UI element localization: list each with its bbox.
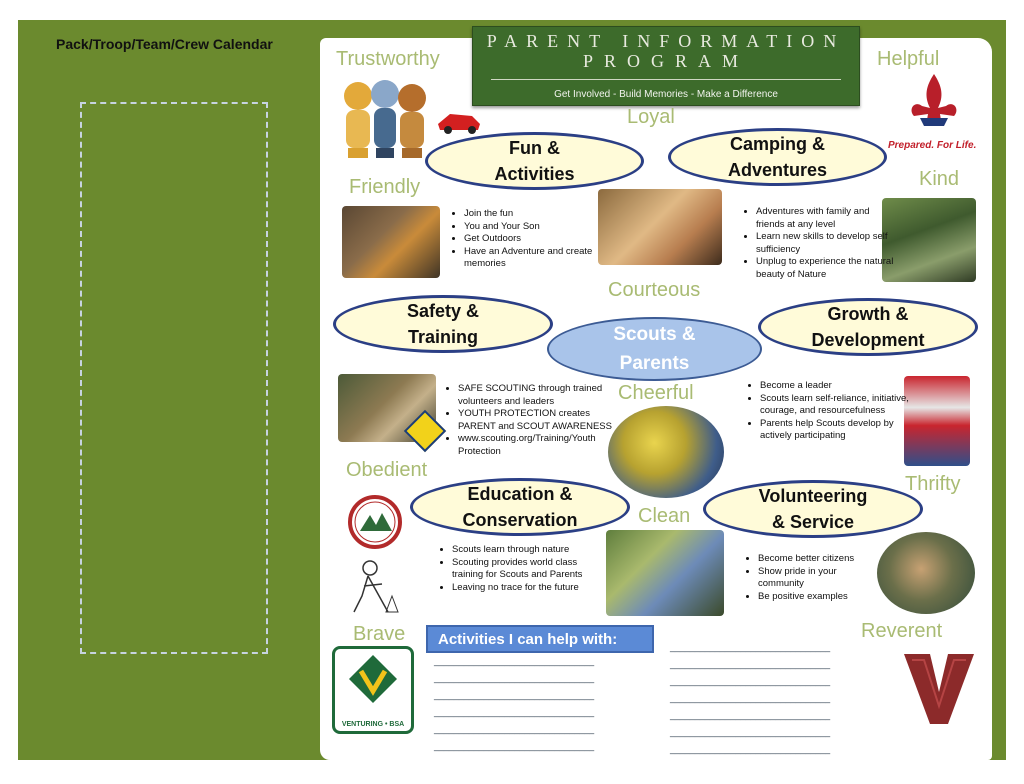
venturing-caption: VENTURING • BSA xyxy=(341,721,405,728)
education-title-b: Conservation xyxy=(462,510,578,530)
trait-helpful: Helpful xyxy=(877,48,940,70)
trait-loyal: Loyal xyxy=(627,106,675,128)
volunteering-service-oval xyxy=(703,480,923,538)
trait-thrifty: Thrifty xyxy=(905,473,961,495)
safety-bullets xyxy=(442,383,624,459)
fill-line[interactable]: ________________________________ xyxy=(670,727,831,737)
pinewood-car-image xyxy=(436,108,482,136)
volunteering-bullets xyxy=(742,553,884,603)
fill-line[interactable]: ________________________________ xyxy=(434,707,595,717)
list-item: • Get Outdoors xyxy=(464,233,614,246)
growth-title-a: Growth & xyxy=(827,304,909,324)
bsa-fleur-logo xyxy=(900,70,968,140)
list-item: • Become better citizens xyxy=(758,553,884,566)
list-item: • Scouts learn self-reliance, initiative, courage, and resourcefulness xyxy=(760,393,916,418)
list-item: • SAFE SCOUTING through trained volunteers and leaders xyxy=(458,383,624,408)
fun-title-b: Activities xyxy=(494,164,575,184)
safety-title-a: Safety & xyxy=(406,301,480,321)
list-item: • Adventures with family and friends at any level xyxy=(756,206,898,231)
fill-line[interactable]: ________________________________ xyxy=(670,693,831,703)
trait-kind: Kind xyxy=(919,168,960,190)
fun-activities-oval xyxy=(425,132,644,190)
banner-tagline: Get Involved - Build Memories - Make a Difference xyxy=(554,89,778,100)
banner-line2: PROGRAM xyxy=(582,51,750,71)
list-item: • You and Your Son xyxy=(464,221,614,234)
fill-line[interactable]: ________________________________ xyxy=(670,710,831,720)
conservation-sketch-image xyxy=(348,556,406,616)
fill-line[interactable]: ________________________________ xyxy=(670,659,831,669)
activities-help-label: Activities I can help with: xyxy=(426,625,654,653)
calendar-placeholder-box xyxy=(80,102,268,654)
fun-bullets xyxy=(448,208,614,271)
leader-scout-photo xyxy=(608,406,724,498)
trait-clean: Clean xyxy=(638,505,691,527)
trait-brave: Brave xyxy=(353,623,406,645)
father-son-birdhouse-photo xyxy=(598,189,722,265)
list-item: • Be positive examples xyxy=(758,591,884,604)
center-title-b: Parents xyxy=(619,353,690,374)
leave-no-trace-logo xyxy=(348,495,402,549)
education-bullets xyxy=(436,544,602,594)
bsa-tagline: Prepared. For Life. xyxy=(888,140,977,151)
list-item: • Join the fun xyxy=(464,208,614,221)
volunteering-title-a: Volunteering xyxy=(758,486,868,506)
safety-training-oval xyxy=(333,295,553,353)
mascot-characters-image xyxy=(338,72,432,162)
family-reverent-photo xyxy=(877,532,975,614)
campfire-scouts-photo xyxy=(342,206,440,278)
camping-bullets xyxy=(740,206,898,282)
fill-line[interactable]: ________________________________ xyxy=(670,676,831,686)
venture-v-logo xyxy=(902,652,976,726)
scouts-parents-oval xyxy=(547,317,762,381)
list-item: • Have an Adventure and create memories xyxy=(464,246,614,271)
program-banner xyxy=(472,26,860,106)
list-item: • Scouting provides world class training for Scouts and Parents xyxy=(452,557,602,582)
trait-friendly: Friendly xyxy=(349,176,421,198)
list-item: • www.scouting.org/Training/Youth Protection xyxy=(458,433,624,458)
fill-line[interactable]: ________________________________ xyxy=(434,724,595,734)
list-item: • Leaving no trace for the future xyxy=(452,582,602,595)
growth-title-b: Development xyxy=(811,330,925,350)
trait-courteous: Courteous xyxy=(608,279,701,301)
fill-line[interactable]: ________________________________ xyxy=(434,690,595,700)
list-item: • Show pride in your community xyxy=(758,566,884,591)
trait-cheerful: Cheerful xyxy=(618,382,694,404)
center-title-a: Scouts & xyxy=(613,324,696,345)
fill-line[interactable]: ________________________________ xyxy=(434,656,595,666)
venturing-logo xyxy=(332,646,414,734)
growth-bullets xyxy=(744,380,916,443)
list-item: • Become a leader xyxy=(760,380,916,393)
volunteering-title-b: & Service xyxy=(771,512,855,532)
safety-title-b: Training xyxy=(407,327,478,347)
calendar-title: Pack/Troop/Team/Crew Calendar xyxy=(56,36,273,52)
growth-development-oval xyxy=(758,298,978,356)
trait-reverent: Reverent xyxy=(861,620,943,642)
fill-line[interactable]: ________________________________ xyxy=(670,642,831,652)
camping-title-a: Camping & xyxy=(729,134,825,154)
fun-title-a: Fun & xyxy=(508,138,560,158)
fill-line[interactable]: ________________________________ xyxy=(434,673,595,683)
fill-line[interactable]: ________________________________ xyxy=(434,741,595,751)
trait-obedient: Obedient xyxy=(346,459,428,481)
banner-rule xyxy=(491,79,841,80)
camping-adventures-oval xyxy=(668,128,887,186)
service-project-photo xyxy=(606,530,724,616)
list-item: • Unplug to experience the natural beauty of Nature xyxy=(756,256,898,281)
education-title-a: Education & xyxy=(467,484,573,504)
education-conservation-oval xyxy=(410,478,630,536)
list-item: • YOUTH PROTECTION creates PARENT and SCOUT AWARENESS xyxy=(458,408,624,433)
list-item: • Parents help Scouts develop by actively participating xyxy=(760,418,916,443)
trait-trustworthy: Trustworthy xyxy=(336,48,440,70)
camping-title-b: Adventures xyxy=(727,160,828,180)
banner-line1: PARENT INFORMATION xyxy=(486,31,846,51)
fill-line[interactable]: ________________________________ xyxy=(670,744,831,754)
list-item: • Learn new skills to develop self sufficiency xyxy=(756,231,898,256)
list-item: • Scouts learn through nature xyxy=(452,544,602,557)
